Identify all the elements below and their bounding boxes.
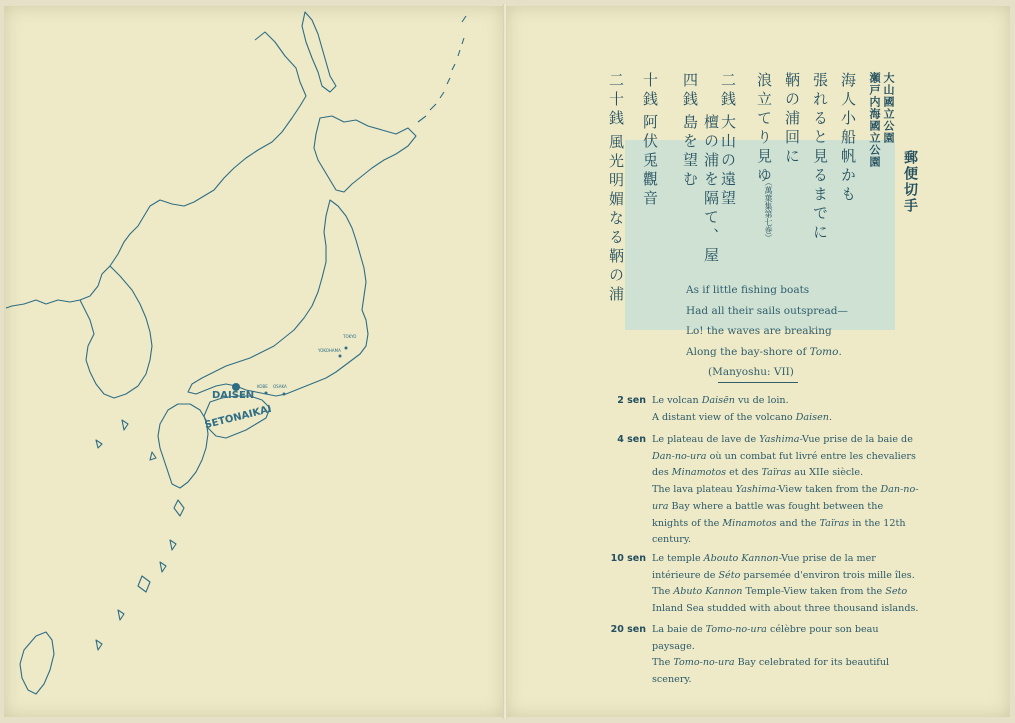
osaka-marker <box>283 393 286 396</box>
jp-item4-price: 二十銭 <box>607 72 625 129</box>
price-2-sen: 2 sen <box>617 395 646 406</box>
price-10-sen: 10 sen <box>610 553 646 564</box>
jp-poem-source: （萬葉集第七巻） <box>764 178 773 242</box>
tokyo-label: TOKYO <box>343 334 357 339</box>
tokyo-marker <box>345 347 348 350</box>
jp-item1-text: 大山の遠望 <box>719 114 737 209</box>
jp-title-line1: 大山國立公園 <box>882 72 895 144</box>
entry-english: The Abuto Kannon Temple-View taken from the Seto Inland Sea studded with about three thousand islands. <box>652 586 919 615</box>
stamp-entry-10-sen <box>652 551 922 618</box>
jp-title-line3: 郵便切手 <box>902 150 918 214</box>
poem-line-2: Had all their sails outspread— <box>686 304 848 317</box>
kobe-marker <box>265 392 268 395</box>
stamp-entry-2-sen <box>652 393 922 426</box>
jp-item3-price: 十銭 <box>641 72 659 110</box>
entry-french: La baie de Tomo-no-ura célèbre pour son beau paysage. <box>652 624 879 652</box>
jp-item1-price: 二銭 <box>719 72 737 110</box>
setonaikai-label: SETONAIKAI <box>203 403 273 432</box>
entry-english: The lava plateau Yashima-View taken from the Dan-no-ura Bay where a battle was fought between the knights of the Minamotos and the Taïras in the 12th century. <box>652 484 919 546</box>
kobe-label: KOBE <box>257 384 268 389</box>
jp-poem-line4: 浪立てり見ゆ <box>755 72 773 186</box>
divider-rule <box>718 382 798 383</box>
entry-english: The Tomo-no-ura Bay celebrated for its beautiful scenery. <box>652 657 890 686</box>
yokohama-marker <box>339 355 342 358</box>
entry-french: Le plateau de lave de Yashima-Vue prise de la baie de Dan-no-ura où un combat fut livré entre les chevaliers des Minamotos et des Taïras au XIIe siècle. <box>652 434 916 479</box>
english-poem <box>686 280 886 383</box>
sakhalin-coast <box>302 12 336 92</box>
entry-french: Le volcan Daisēn vu de loin. <box>652 395 789 406</box>
poem-line-1: As if little fishing boats <box>686 284 810 296</box>
daisen-label: DAISEN <box>212 390 255 401</box>
jp-poem-line3: 鞆の浦回に <box>783 72 801 167</box>
poem-line-3: Lo! the waves are breaking <box>686 325 832 337</box>
osaka-label: OSAKA <box>273 384 287 389</box>
kuril-islands <box>418 16 466 122</box>
asia-coast <box>6 32 306 308</box>
price-4-sen: 4 sen <box>617 434 646 445</box>
yokohama-label: YOKOHAMA <box>318 348 341 353</box>
taiwan-coast <box>20 632 54 694</box>
islands <box>96 420 184 650</box>
stamp-entry-20-sen <box>652 622 922 689</box>
jp-title-line2: 瀬戸内海國立公園 <box>868 72 881 168</box>
kyushu-coast <box>158 404 208 488</box>
entry-french: Le temple Abouto Kannon-Vue prise de la mer intérieure de Séto parsemée d'environ trois mille îles. <box>652 553 915 581</box>
jp-item2-price: 四銭 <box>681 72 699 110</box>
korea-coast <box>80 266 152 398</box>
hokkaido-coast <box>314 116 416 192</box>
honshu-coast <box>188 200 368 396</box>
poem-line-4: Along the bay-shore of Tomo. <box>686 345 842 358</box>
price-20-sen: 20 sen <box>610 624 646 635</box>
jp-item2-text: 檀の浦を隔て、屋島を望む <box>681 114 720 266</box>
jp-item4-text: 風光明媚なる鞆の浦 <box>607 134 625 305</box>
stamp-entry-4-sen <box>652 432 922 549</box>
jp-poem-line1: 海人小船帆かも <box>839 72 857 205</box>
japan-map <box>0 0 505 723</box>
entry-english: A distant view of the volcano Daisen. <box>652 411 833 423</box>
jp-item3-text: 阿伏兎觀音 <box>641 114 659 209</box>
jp-poem-line2: 張れると見るまでに <box>811 72 829 243</box>
poem-credit: (Manyoshu: VII) <box>708 366 794 378</box>
